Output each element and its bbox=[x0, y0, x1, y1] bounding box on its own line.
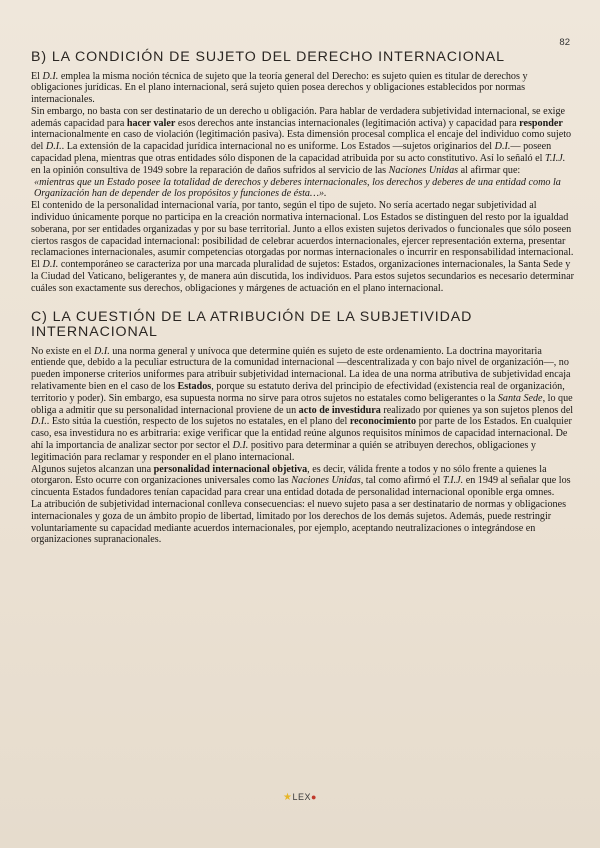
page-content bbox=[31, 50, 577, 546]
paragraph bbox=[31, 106, 577, 177]
text-run: en 1949 al señalar que los cincuenta Estados fundadores tenían capacidad para crear una entidad dotada de personalidad internacional oponible erga omnes. bbox=[31, 475, 571, 499]
text-run: No existe en el bbox=[31, 345, 94, 357]
italic-term: D.I. bbox=[42, 70, 59, 82]
paragraph bbox=[31, 346, 577, 464]
text-run: La atribución de subjetividad internacional conlleva consecuencias: el nuevo sujeto pasa a ser destinatario de normas y obligaciones internacionales y goza de un ámbito propio de libertad, limitado por los derechos de los demás sujetos. Además, puede restringir voluntariamente su capacidad mediante acuerdos internacionales, por ejemplo, aceptando neutralizaciones o integrándose en organizaciones supranacionales. bbox=[31, 499, 567, 546]
paragraph bbox=[31, 71, 577, 106]
bold-term: acto de investidura bbox=[298, 404, 381, 416]
text-run: , es decir, válida frente a todos y no sólo frente a quienes la otorgaron. Esto ocurre con organizaciones universales como las bbox=[31, 463, 547, 487]
italic-term: Santa Sede bbox=[497, 392, 543, 404]
italic-term: D.I. bbox=[232, 440, 249, 452]
text-run: internacionalmente en caso de violación (legitimación pasiva). Esta dimensión procesal complica el encaje del individuo como sujeto del bbox=[31, 129, 572, 153]
text-run: — poseen capacidad plena, mientras que otras entidades sólo disponen de la capacidad atribuida por su acto constitutivo. Así lo señaló el bbox=[31, 141, 552, 165]
block-quote bbox=[31, 177, 577, 201]
section-c bbox=[31, 310, 577, 547]
italic-term: Naciones Unidas bbox=[291, 475, 361, 487]
text-run: emplea la misma noción técnica de sujeto que la teoría general del Derecho: es sujeto quien es titular de derechos y obligaciones jurídicas. En el plano internacional, será sujeto quien posea derechos y obligaciones establecidos por normas internacionales. bbox=[31, 70, 528, 106]
text-run: El contenido de la personalidad internacional varía, por tanto, según el tipo de sujeto. No sería acertado negar subjetividad al individuo únicamente porque no participa en la creación normativa internacional. Los Estados se distinguen del resto por la igualdad soberana, por ser entidades organizadas y por su base territorial. Junto a ellos existen sujetos derivados o funcionales que sólo poseen ciertos rasgos de capacidad internacional: posibilidad de celebrar acuerdos internacionales, ejercer representación externa, presentar reclamaciones internacionales, asumir competencias otorgadas por normas internacionales o incurrir en responsabilidad internacional. bbox=[31, 200, 574, 259]
text-run: positivo para determinar a quién se atribuyen derechos, obligaciones y legitimación para reclamar y responder en el plano internacional. bbox=[31, 440, 536, 463]
italic-term: T.I.J. bbox=[442, 475, 464, 487]
bold-term: Estados bbox=[177, 381, 212, 393]
text-run: El bbox=[31, 70, 43, 82]
italic-term: «mientras que un Estado posee la totalidad de derechos y deberes internacionales, los derechos y deberes de una entidad como la Organización han de depender de los propósitos y funciones de ésta…» bbox=[34, 176, 561, 200]
text-run: Algunos sujetos alcanzan una bbox=[31, 463, 154, 475]
italic-term: T.I.J. bbox=[544, 153, 566, 165]
text-run: al afirmar que: bbox=[458, 164, 521, 176]
section-c-body bbox=[31, 346, 577, 547]
footer-logo bbox=[0, 792, 600, 803]
italic-term: D.I. bbox=[45, 141, 62, 153]
italic-term: D.I. bbox=[42, 259, 59, 271]
text-run: contemporáneo se caracteriza por una marcada pluralidad de sujetos: Estados, organizaciones internacionales, la Santa Sede y la Ciudad del Vaticano, beligerantes y, de manera aún discutida, los individuos. Para estos sujetos secundarios es necesario determinar cuáles son exactamente sus derechos, obligaciones y márgenes de actuación en el plano internacional. bbox=[31, 259, 574, 294]
text-run: realizado por quienes ya son sujetos plenos del bbox=[380, 404, 574, 416]
star-icon: ★ bbox=[283, 792, 293, 803]
drop-icon: ● bbox=[311, 792, 317, 802]
logo-text: LEX bbox=[292, 792, 312, 802]
text-run: esos derechos ante instancias internacionales (legitimación activa) y capacidad para bbox=[175, 117, 520, 129]
text-run: , porque su estatuto deriva del principio de efectividad (existencia real de organización, territorio y poder). Sin embargo, esa supuesta norma no sirve para otros sujetos no estatales como beligerantes o la bbox=[31, 381, 565, 404]
text-run: una norma general y unívoca que determine quién es sujeto de este ordenamiento. La doctrina mayoritaria entiende que, debido a la peculiar estructura de la comunidad internacional —descentralizada y con bajo nivel de organización—, no pueden imponerse criterios uniformes para atribuir subjetividad internacional. La idea de una norma atributiva de subjetividad encaja relativamente bien en el caso de los bbox=[31, 345, 571, 393]
italic-term: D.I. bbox=[31, 416, 47, 428]
italic-term: D.I. bbox=[494, 141, 511, 153]
page-number: 82 bbox=[559, 37, 570, 48]
text-run: por parte de los Estados. En cualquier caso, esa investidura no es arbitraria: exige verificar que la entidad reúne algunos requisitos mínimos de capacidad internacional. De ahí la importancia de analizar sector por sector el bbox=[31, 416, 572, 452]
paragraph bbox=[31, 499, 577, 546]
bold-term: responder bbox=[519, 117, 563, 129]
paragraph bbox=[31, 464, 577, 499]
text-run: , tal como afirmó el bbox=[360, 475, 443, 487]
text-run: . La extensión de la capacidad jurídica internacional no es uniforme. Los Estados —sujetos originarios del bbox=[61, 141, 495, 153]
text-run: . bbox=[324, 188, 327, 200]
text-run: . Esto sitúa la cuestión, respecto de los sujetos no estatales, en el plano del bbox=[46, 416, 350, 428]
section-c-heading: C) LA CUESTIÓN DE LA ATRIBUCIÓN DE LA SUBJETIVIDAD INTERNACIONAL bbox=[31, 308, 473, 341]
text-run: , lo que obliga a admitir que su personalidad internacional proviene de un bbox=[31, 392, 573, 416]
bold-term: reconocimiento bbox=[349, 416, 417, 428]
bold-term: personalidad internacional objetiva bbox=[153, 463, 308, 475]
text-run: Sin embargo, no basta con ser destinatario de un derecho u obligación. Para hablar de verdadera subjetividad internacional, se exige además capacidad para bbox=[31, 105, 565, 129]
text-run: en la opinión consultiva de 1949 sobre la reparación de daños sufridos al servicio de las bbox=[31, 164, 389, 176]
section-b-heading: B) LA CONDICIÓN DE SUJETO DEL DERECHO INTERNACIONAL bbox=[31, 49, 505, 65]
italic-term: D.I. bbox=[93, 345, 110, 357]
section-b bbox=[31, 50, 577, 295]
paragraph bbox=[31, 200, 577, 259]
section-b-body bbox=[31, 71, 577, 295]
italic-term: Naciones Unidas bbox=[388, 164, 459, 176]
paragraph bbox=[31, 259, 577, 294]
text-run: El bbox=[31, 259, 43, 271]
bold-term: hacer valer bbox=[126, 117, 176, 129]
